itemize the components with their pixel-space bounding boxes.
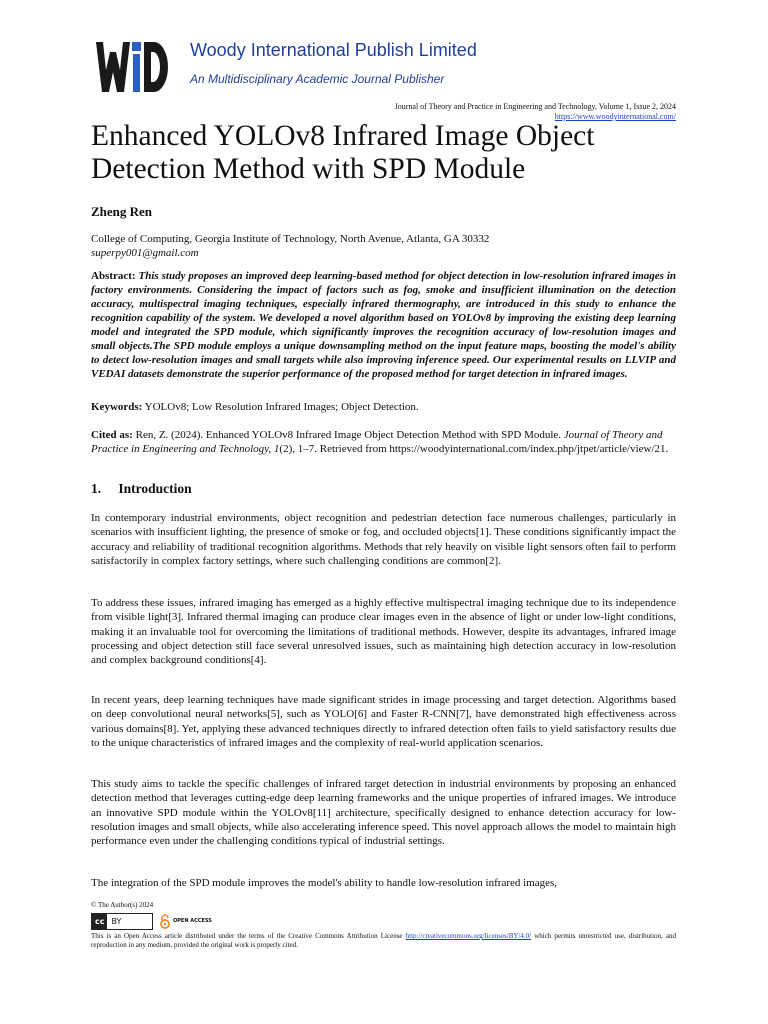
open-access-badge xyxy=(159,914,212,929)
publisher-tagline: An Multidisciplinary Academic Journal Publisher xyxy=(190,72,445,86)
abstract-label: Abstract: xyxy=(91,270,136,282)
author-affiliation xyxy=(91,232,489,260)
cited-text-1: Ren, Z. (2024). Enhanced YOLOv8 Infrared Image Object Detection Method with SPD Module. xyxy=(135,429,562,441)
by-label: BY xyxy=(111,916,122,926)
author-email: superpy001@gmail.com xyxy=(91,247,199,259)
journal-info xyxy=(395,102,676,122)
cc-label: cc xyxy=(92,914,107,929)
publisher-name: Woody International Publish Limited xyxy=(190,40,477,60)
author-name: Zheng Ren xyxy=(91,204,153,219)
license-text xyxy=(91,932,676,950)
paragraph: In recent years, deep learning techniques have made significant strides in image processing and target detection. Algorithms based on deep convolutional neural networks[5], such as YOLO[6] and Faster R-CNN[7], have demonstrated high effectiveness across various domains[8]. Yet, applying these advanced techniques directly to infrared detection often fails to yield satisfactory results due to the unique characteristics of infrared images and the complexity of real-world application scenarios. xyxy=(91,694,676,749)
journal-line: Journal of Theory and Practice in Engineering and Technology, Volume 1, Issue 2, 2024 xyxy=(394,102,676,111)
journal-url-link[interactable]: https://www.woodyinternational.com/ xyxy=(554,112,676,121)
cited-journal: Journal of Theory and Practice in Engineering and Technology, 1 xyxy=(91,429,663,455)
affiliation-text: College of Computing, Georgia Institute of Technology, North Avenue, Atlanta, GA 30332 xyxy=(91,233,490,245)
wid-logo-icon xyxy=(96,40,168,94)
paragraph: This study aims to tackle the specific challenges of infrared target detection in industrial environments by proposing an enhanced detection method that leverages cutting-edge deep learning frameworks and the unique properties of infrared images. We introduce an innovative SPD module within the YOLOv8[11] architecture, specifically designed to enhance detection accuracy for low-resolution images and small objects, while also accelerating inference speed. This novel approach allows the model to maintain high performance even under the challenging conditions typical of industrial settings. xyxy=(91,778,676,848)
citation xyxy=(91,428,676,456)
license-text-1: This is an Open Access article distributed under the terms of the Creative Commons Attribution License xyxy=(91,932,403,940)
abstract xyxy=(91,269,676,381)
paragraph: To address these issues, infrared imaging has emerged as a highly effective multispectral imaging technique due to its independence from visible light[3]. Infrared thermal imaging can produce clear images even in the absence of light or under low-light conditions, making it an invaluable tool for overcoming the limitations of traditional methods. However, despite its advantages, infrared image processing and object detection still face several unresolved issues, such as maintaining high detection accuracy in low-resolution and complex background conditions[4]. xyxy=(91,597,676,667)
paragraph: In contemporary industrial environments, object recognition and pedestrian detection face numerous challenges, particularly in scenarios with insufficient lighting, the presence of smoke or fog, and occluded objects[1]. These conditions significantly impact the accuracy and reliability of traditional recognition algorithms. Methods that rely heavily on visible light sensors often fail to perform satisfactorily in complex factory settings, where such challenging conditions are common[2]. xyxy=(91,512,676,567)
abstract-text: This study proposes an improved deep learning-based method for object detection in low-resolution infrared images in factory environments. Considering the impact of factors such as fog, smoke and insufficient illumination on the detection accuracy, multispectral imaging techniques, especially infrared thermography, are introduced in this study to enhance the recognition capability of the system. We developed a novel algorithm based on YOLOv8 by improving the existing deep learning model and integrated the SPD module, which significantly improves the recognition accuracy of low-resolution images and small objects.The SPD module employs a unique downsampling method on the input feature maps, boosting the model's ability to detect low-resolution images and small targets while also improving inference speed. Our experimental results on LLVIP and VEDAI datasets demonstrate the superior performance of the proposed method for target detection in infrared images. xyxy=(91,270,676,380)
paper-title: Enhanced YOLOv8 Infrared Image Object Detection Method with SPD Module xyxy=(91,120,595,185)
paragraph: The integration of the SPD module improves the model's ability to handle low-resolution infrared images, xyxy=(91,877,558,889)
license-url-link[interactable]: http://creativecommons.org/licenses/BY/4.0/ xyxy=(405,932,532,940)
open-access-lock-icon xyxy=(159,914,171,929)
keywords xyxy=(91,400,676,414)
license-badges xyxy=(91,912,676,930)
footer xyxy=(91,901,676,950)
cited-label: Cited as: xyxy=(91,429,133,441)
section-number: 1. xyxy=(91,481,102,496)
keywords-text: YOLOv8; Low Resolution Infrared Images; Object Detection. xyxy=(144,401,419,413)
cited-text-2: (2), 1–7. Retrieved from https://woodyinternational.com/index.php/jtpet/article/view/21. xyxy=(279,443,669,455)
open-access-label: OPEN ACCESS xyxy=(173,918,212,924)
license-text-2: which permits unrestricted use, distribution, and reproduction in any medium, provided the original work is properly cited. xyxy=(91,932,677,949)
cc-by-badge xyxy=(91,913,153,930)
section-title: Introduction xyxy=(118,481,192,496)
copyright: © The Author(s) 2024 xyxy=(91,901,154,909)
keywords-label: Keywords: xyxy=(91,401,143,413)
section-heading-introduction xyxy=(91,481,192,497)
